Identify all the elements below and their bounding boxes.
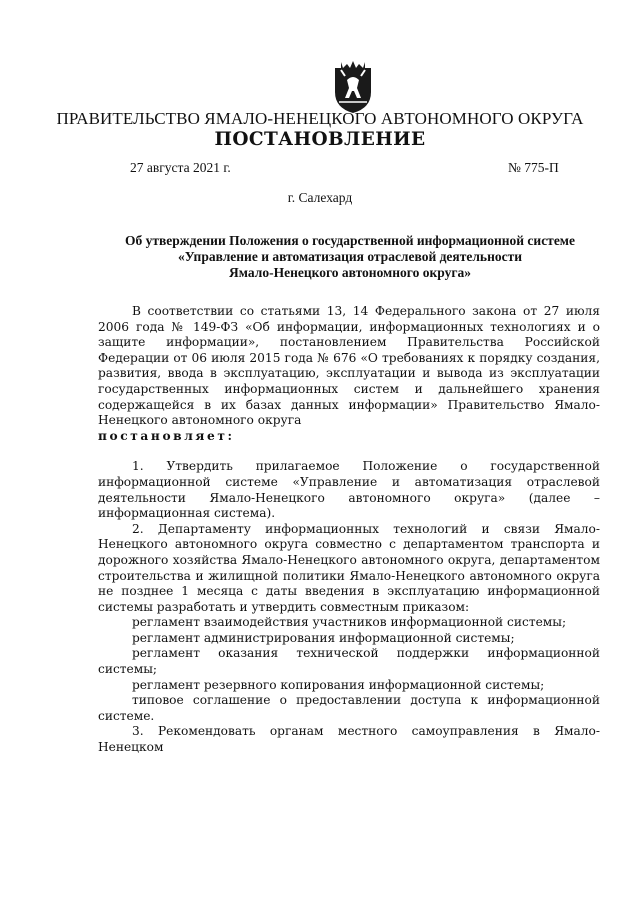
regulation-item: типовое соглашение о предоставлении доступа к информационной системе. [98,693,600,723]
regulation-item: регламент администрирования информационной системы; [132,630,515,645]
document-date: 27 августа 2021 г. [130,160,231,175]
regulation-item: регламент оказания технической поддержки информационной системы; [98,646,600,677]
resolves-word: постановляет: [98,428,235,443]
regulation-item: регламент взаимодействия участников информационной системы; [132,615,567,630]
regulation-item: регламент резервного копирования информационной системы; [132,677,545,692]
heading-line: «Управление и автоматизация отраслевой деятельности [178,249,522,264]
document-body [98,304,600,756]
item-1: 1. Утвердить прилагаемое Положение о государственной информационной системе «Управление и автоматизация отраслевой деятельности Ямало-Ненецкого автономного округа» (далее – информационная система). [98,459,600,521]
heading-line: Об утверждении Положения о государственной информационной системе [125,233,575,248]
coat-of-arms-emblem [327,58,379,114]
document-type-title: ПОСТАНОВЛЕНИЕ [214,129,426,150]
item-2: 2. Департаменту информационных технологий и связи Ямало-Ненецкого автономного округа совместно с департаментом транспорта и дорожного хозяйства Ямало-Ненецкого автономного округа, департаментом строительства и жилищной политики Ямало-Ненецкого автономного округа не позднее 1 месяца с даты введения в эксплуатацию информационной системы разработать и утвердить совместным приказом: [98,521,600,614]
document-number: № 775-П [508,160,559,175]
item-3: 3. Рекомендовать органам местного самоуправления в Ямало-Ненецком [98,724,600,755]
heading-line: Ямало-Ненецкого автономного округа» [229,265,471,280]
document-heading [60,233,640,281]
government-name: ПРАВИТЕЛЬСТВО ЯМАЛО-НЕНЕЦКОГО АВТОНОМНОГО ОКРУГА [56,109,584,128]
document-city: г. Салехард [287,190,353,205]
preamble-paragraph [98,304,600,444]
preamble-text: В соответствии со статьями 13, 14 Федерального закона от 27 июля 2006 года № 149-ФЗ «Об информации, информационных технологиях и о защите информации», постановлением Правительства Российской Федерации от 06 июля 2015 года № 676 «О требованиях к порядку создания, развития, ввода в эксплуатацию, эксплуатации и вывода из эксплуатации государственных информационных систем и дальнейшего хранения содержащейся в их базах данных информации» Правительство Ямало-Ненецкого автономного округа [98,304,600,428]
